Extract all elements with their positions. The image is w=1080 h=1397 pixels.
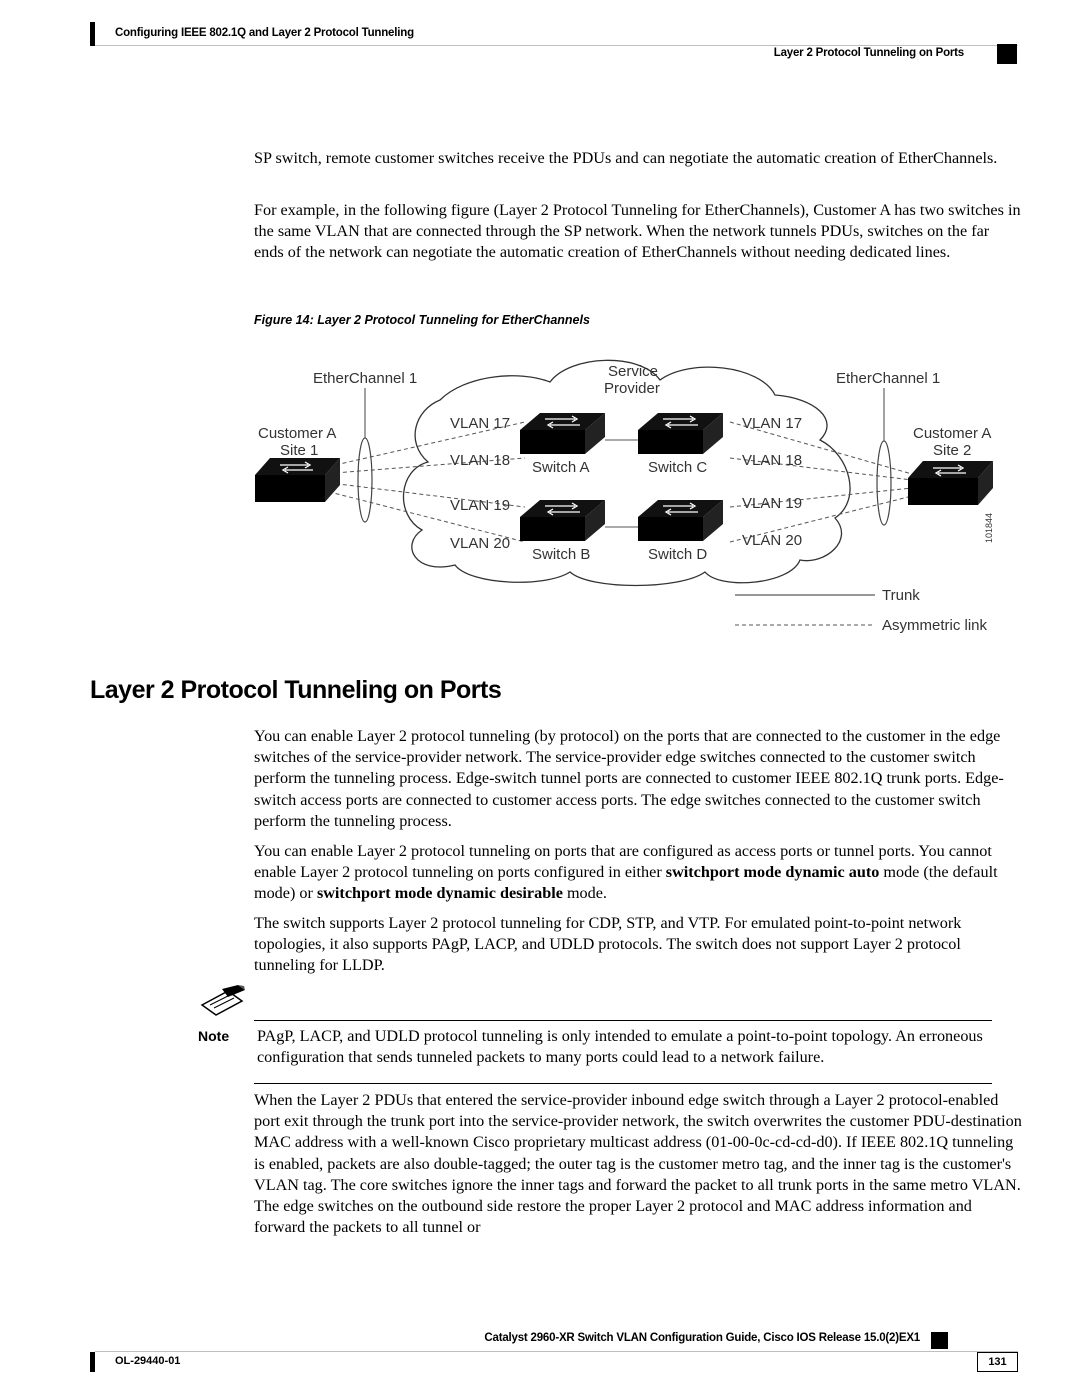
footer-bar: [90, 1352, 95, 1372]
vlan19-left-label: VLAN 19: [450, 497, 511, 514]
section-paragraph-1: You can enable Layer 2 protocol tunneling (by protocol) on the ports that are connected to the customer in the edge switches of the service-provider network. The service-provider edge switches connected to the customer switch perform the tunneling process. Edge-switch tunnel ports are connected to customer IEEE 802.1Q trunk ports. Edge-switch access ports are connected to customer access ports. The edge switches connected to the customer switch perform the tunneling process.: [254, 727, 1004, 830]
vlan19-right-label: VLAN 19: [742, 495, 803, 512]
intro-paragraph-1: SP switch, remote customer switches receive the PDUs and can negotiate the automatic creation of EtherChannels.: [254, 149, 998, 167]
etherchannel-left-label: EtherChannel 1: [313, 370, 418, 387]
chapter-title: Configuring IEEE 802.1Q and Layer 2 Protocol Tunneling: [115, 27, 414, 39]
etherchannel-left-ellipse: [358, 438, 372, 522]
customer-site2-switch-icon: [908, 461, 993, 505]
customer-right-label-1: Customer A: [913, 425, 992, 442]
section-heading: Layer 2 Protocol Tunneling on Ports: [90, 676, 502, 704]
switch-d-label: Switch D: [648, 546, 708, 563]
vlan18-right-label: VLAN 18: [742, 452, 803, 469]
customer-left-label-2: Site 1: [280, 442, 319, 459]
header-marker: [997, 44, 1017, 64]
service-provider-label-2: Provider: [604, 380, 660, 397]
page-number: 131: [977, 1352, 1018, 1372]
vlan17-left-label: VLAN 17: [450, 415, 511, 432]
note-rule-top: [254, 1020, 992, 1021]
legend-asymmetric-label: Asymmetric link: [882, 617, 988, 634]
footer-doc-number: OL-29440-01: [115, 1355, 181, 1367]
header-rule: [95, 45, 1018, 46]
switch-b-label: Switch B: [532, 546, 591, 563]
switch-c-label: Switch C: [648, 459, 708, 476]
vlan20-left-label: VLAN 20: [450, 535, 511, 552]
note-label: Note: [198, 1028, 230, 1044]
section-paragraph-4: When the Layer 2 PDUs that entered the service-provider inbound edge switch through a Layer 2 protocol-enabled port exit through the trunk port into the service-provider network, the switch overwrites the customer PDU-destination MAC address with a well-known Cisco proprietary multicast address (01-00-0c-cd-cd-d0). If IEEE 802.1Q tunneling is enabled, packets are also double-tagged; the outer tag is the customer metro tag, and the inner tag is the customer's VLAN tag. The core switches ignore the inner tags and forward the packet to all trunk ports in the same metro VLAN. The edge switches on the outbound side restore the proper Layer 2 protocol and MAC address information and forward the packets to all tunnel or: [254, 1091, 1022, 1237]
switch-d-icon: [638, 500, 723, 541]
paragraph-2-text-b: mode (the default mode) or: [254, 863, 998, 903]
command-dynamic-auto: switchport mode dynamic auto: [665, 863, 880, 882]
vlan18-left-label: VLAN 18: [450, 452, 511, 469]
note-text: PAgP, LACP, and UDLD protocol tunneling is only intended to emulate a point-to-point topology. An erroneous configuration that sends tunneled packets to many ports could lead to a network failure.: [257, 1027, 983, 1067]
etherchannel-right-label: EtherChannel 1: [836, 370, 941, 387]
switch-a-icon: [520, 413, 605, 454]
footer-guide-title: Catalyst 2960-XR Switch VLAN Configuration Guide, Cisco IOS Release 15.0(2)EX1: [484, 1332, 920, 1344]
switch-a-label: Switch A: [532, 459, 590, 476]
customer-left-label-1: Customer A: [258, 425, 337, 442]
command-dynamic-desirable: switchport mode dynamic desirable: [316, 884, 563, 903]
vlan20-right-label: VLAN 20: [742, 532, 803, 549]
vlan17-right-label: VLAN 17: [742, 415, 803, 432]
customer-site1-switch-icon: [255, 458, 340, 502]
note-pencil-icon: [198, 985, 248, 1019]
etherchannel-diagram: [250, 350, 1000, 640]
running-section-title: Layer 2 Protocol Tunneling on Ports: [773, 47, 964, 59]
section-paragraph-3: The switch supports Layer 2 protocol tunneling for CDP, STP, and VTP. For emulated point-to-point network topologies, it also supports PAgP, LACP, and UDLD protocols. The switch does not support Layer 2 protocol tunneling for LLDP.: [254, 914, 962, 975]
header-bar: [90, 22, 95, 46]
switch-b-icon: [520, 500, 605, 541]
legend-trunk-label: Trunk: [882, 587, 920, 604]
switch-c-icon: [638, 413, 723, 454]
service-provider-label-1: Service: [608, 363, 659, 380]
footer-marker: [931, 1332, 948, 1349]
figure-caption: Figure 14: Layer 2 Protocol Tunneling for EtherChannels: [254, 313, 590, 327]
figure-id-label: 101844: [984, 512, 994, 543]
section-paragraph-2: [254, 841, 1022, 905]
customer-right-label-2: Site 2: [933, 442, 972, 459]
intro-paragraph-2: For example, in the following figure (Layer 2 Protocol Tunneling for EtherChannels), Customer A has two switches in the same VLAN that are connected through the SP network. When the network tunnels PDUs, switches on the far ends of the network can negotiate the automatic creation of EtherChannels without needing dedicated lines.: [254, 201, 1021, 262]
paragraph-2-text-a: You can enable Layer 2 protocol tunneling on ports that are configured as access ports or tunnel ports. You cannot enable Layer 2 protocol tunneling on ports configured in either: [254, 842, 992, 882]
paragraph-2-text-c: mode.: [562, 884, 607, 903]
etherchannel-right-ellipse: [877, 441, 891, 525]
footer-rule: [95, 1351, 1018, 1352]
note-rule-bottom: [254, 1083, 992, 1084]
